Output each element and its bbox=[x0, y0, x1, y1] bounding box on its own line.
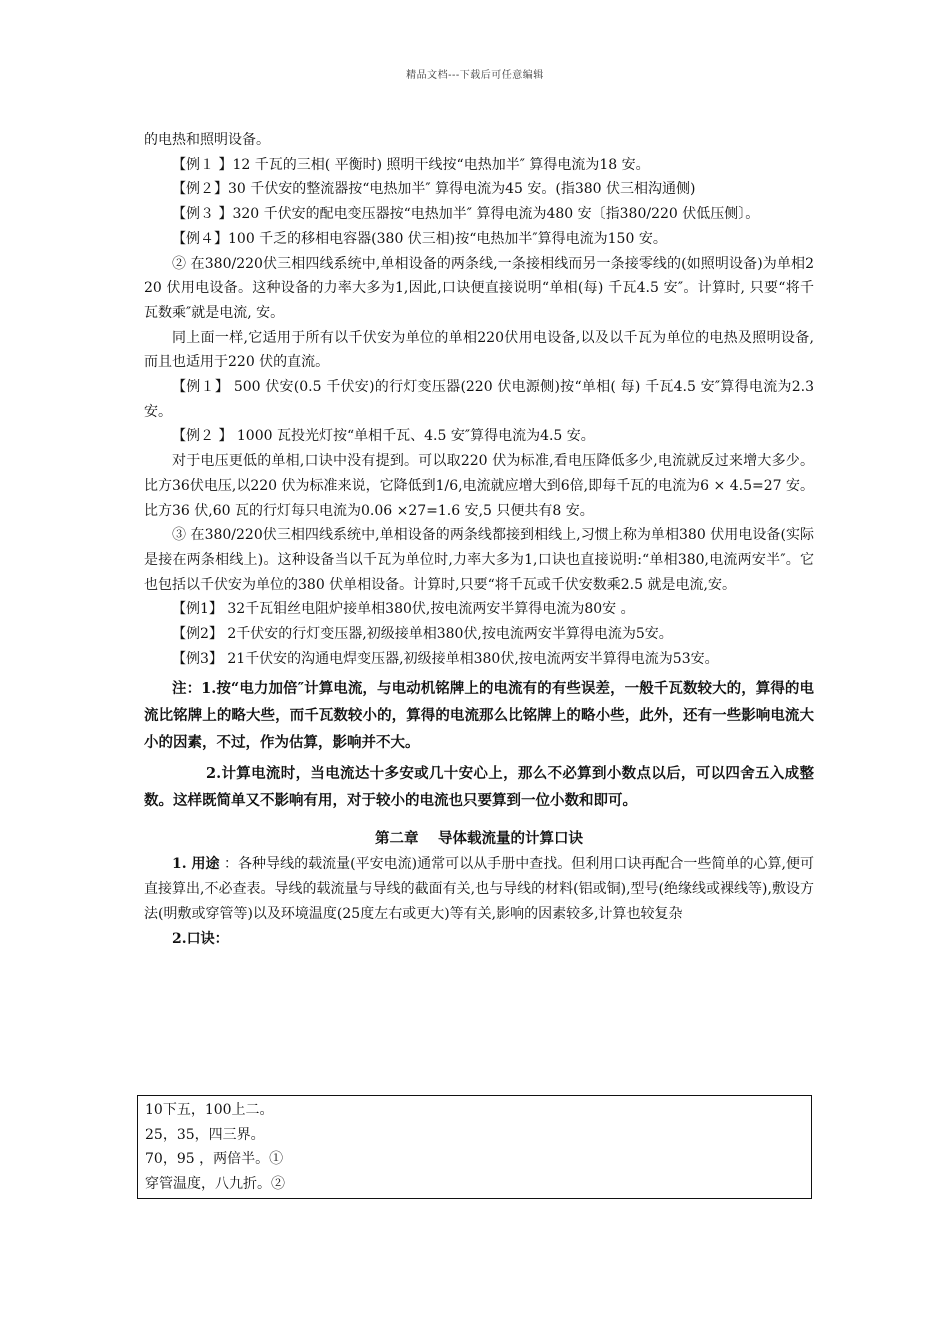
single-phase-example-2: 【例２ 】 1000 瓦投光灯按“单相千瓦、4.5 安″算得电流为4.5 安。 bbox=[172, 428, 595, 445]
document-body bbox=[144, 128, 814, 951]
example-3: 【例３ 】320 千伏安的配电变压器按“电热加半″ 算得电流为480 安〔指380/220 伏低压侧〕。 bbox=[172, 206, 760, 223]
formula-line-4: 穿管温度，八九折。② bbox=[145, 1175, 285, 1192]
single-phase-380-example-1: 【例1】 32千瓦钼丝电阻炉接单相380伏,按电流两安半算得电流为80安 。 bbox=[172, 601, 635, 618]
formula-line-3: 70，95 ，两倍半。① bbox=[145, 1151, 284, 1167]
example-2: 【例２】30 千伏安的整流器按“电热加半″ 算得电流为45 安。(指380 伏三相沟通侧) bbox=[172, 181, 696, 198]
section-1-label: 1. 用途 bbox=[172, 856, 220, 873]
paragraph-continuation: 的电热和照明设备。 bbox=[144, 132, 270, 148]
formula-box bbox=[137, 1095, 812, 1199]
single-phase-380-paragraph: ③ 在380/220伏三相四线系统中,单相设备的两条线都接到相线上,习惯上称为单相380 伏用电设备(实际是接在两条相线上)。这种设备当以千瓦为单位时,力率大多为1,口诀也直接说明:“单相380,电流两安半″。它也包括以千伏安为单位的380 伏单相设备。计算时,只要“将千瓦或千伏安数乘2.5 就是电流,安。 bbox=[144, 527, 814, 593]
formula-line-2: 25，35，四三界。 bbox=[145, 1126, 265, 1143]
single-phase-380-example-3: 【例3】 21千伏安的沟通电焊变压器,初级接单相380伏,按电流两安半算得电流为53安。 bbox=[172, 650, 719, 667]
chapter-title: 第二章 导体载流量的计算口诀 bbox=[374, 830, 584, 848]
example-1: 【例１ 】12 千瓦的三相( 平衡时) 照明干线按“电热加半″ 算得电流为18 安。 bbox=[172, 156, 650, 173]
note-2: 2.计算电流时，当电流达十多安或几十安心上，那么不必算到小数点以后，可以四舍五入成整数。这样既简单又不影响有用，对于较小的电流也只要算到一位小数和即可。 bbox=[144, 765, 814, 810]
low-voltage-paragraph: 对于电压更低的单相,口诀中没有提到。可以取220 伏为标准,看电压降低多少,电流就反过来增大多少。比方36伏电压,以220 伏为标准来说，它降低到1/6,电流就应增大到6倍,即每千瓦的电流为6 × 4.5=27 安。比方36 伏,60 瓦的行灯每只电流为0.06 ×27=1.6 安,5 只便共有8 安。 bbox=[144, 453, 814, 519]
section-1-text: ：各种导线的载流量(平安电流)通常可以从手册中查找。但利用口诀再配合一些简单的心算,便可直接算出,不必查表。导线的载流量与导线的截面有关,也与导线的材料(铝或铜),型号(绝缘线或裸线等),敷设方法(明敷或穿管等)以及环境温度(25度左右或更大)等有关,影响的因素较多,计算也较复杂 bbox=[144, 856, 814, 922]
single-phase-380-example-2: 【例2】 2千伏安的行灯变压器,初级接单相380伏,按电流两安半算得电流为5安。 bbox=[172, 626, 673, 643]
note-1: 注：1.按“电力加倍″计算电流，与电动机铭牌上的电流有的有些误差，一般千瓦数较大的，算得的电流比铭牌上的略大些，而千瓦数较小的，算得的电流那么比铭牌上的略小些，此外，还有一些影响电流大小的因素，不过，作为估算，影响并不大。 bbox=[144, 680, 814, 752]
section-2-label: 2.口诀： bbox=[172, 930, 229, 947]
single-phase-220-paragraph: ② 在380/220伏三相四线系统中,单相设备的两条线,一条接相线而另一条接零线的(如照明设备)为单相220 伏用电设备。这种设备的力率大多为1,因此,口诀便直接说明“单相(每) 千瓦4.5 安″。计算时, 只要“将千瓦数乘″就是电流, 安。 bbox=[144, 255, 814, 321]
section-1-paragraph bbox=[144, 852, 814, 926]
example-4: 【例４】100 千乏的移相电容器(380 伏三相)按“电热加半″算得电流为150 安。 bbox=[172, 230, 667, 247]
single-phase-example-1: 【例１】 500 伏安(0.5 千伏安)的行灯变压器(220 伏电源侧)按“单相( 每) 千瓦4.5 安″算得电流为2.3 安。 bbox=[144, 379, 814, 420]
formula-line-1: 10下五，100上二。 bbox=[145, 1102, 274, 1118]
single-phase-220-scope-paragraph: 同上面一样,它适用于所有以千伏安为单位的单相220伏用电设备,以及以千瓦为单位的电热及照明设备,而且也适用于220 伏的直流。 bbox=[144, 329, 814, 371]
page-header: 精品文档---下载后可任意编辑 bbox=[406, 70, 544, 81]
